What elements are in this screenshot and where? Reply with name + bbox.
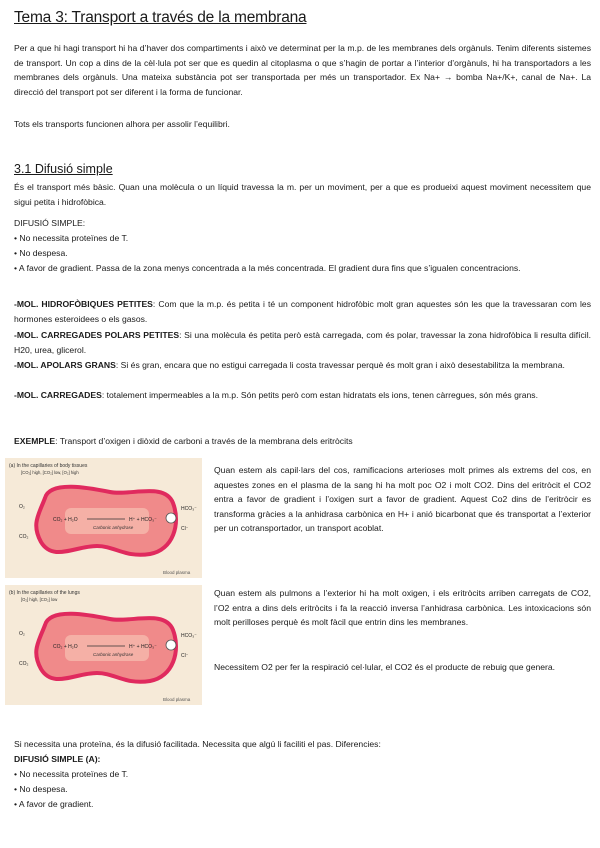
enzyme-label: Carbonic anhydrase <box>93 652 134 657</box>
example-text: : Transport d’oxigen i diòxid de carboni a través de la membrana dels eritròcits <box>55 436 353 446</box>
molecule-item <box>14 297 591 326</box>
capillaries-paragraph: Quan estem als capil·lars del cos, ramificacions arterioses molt primes als extrems del cos, en aquestes zones en el plasma de la sang hi ha molt poc O2 i molt CO2. Dins del eritròcit el CO2 entra a favor de gradient i l’oxigen surt a favor de gradient. Aquest Co2 dins de l’eritròcir es transforma gràcies a la anhidrasa carbònica en H+ i anió bicarbonat que és transportat a l’exterior per un cotransportador, un transport acoblat. <box>214 465 591 534</box>
molecule-text: : Si és gran, encara que no estigui carregada li costa travessar perquè és molt gran i això desestabilitza la membrana. <box>115 360 565 370</box>
molecule-item <box>14 388 591 403</box>
figure-caption: Blood plasma <box>163 570 191 575</box>
molecule-item <box>14 358 591 373</box>
erythrocyte-diagram-a <box>5 458 202 578</box>
figure-panel-label: (a) In the capillaries of body tissues <box>9 463 88 469</box>
molecule-label: -MOL. APOLARS GRANS <box>14 360 116 370</box>
bicarbonate-label: HCO₃⁻ <box>181 633 197 639</box>
intro-paragraph: Per a que hi hagi transport hi ha d’haver dos compartiments i això ve determinat per la m.p. de les membranes dels orgànuls. Tenim diferents sistemes de transport. Un cop a dins de la cèl·lula pot ser que es quedin al citoplasma o que s’hagin de portar a l’interior d’orgànuls, hi ha transportadors a les membranes dels orgànuls. Una mateixa substància pot ser transportada per més un transportador. Ex Na+ → bomba Na+/K+, canal de Na+. La direcció del transport pot ser diferent i la forma de funcionar. <box>14 43 591 97</box>
page-title: Tema 3: Transport a través de la membrana <box>14 9 307 26</box>
cotransporter-icon <box>166 513 176 523</box>
bicarbonate-label: HCO₃⁻ <box>181 506 197 512</box>
figure-tissue-capillaries <box>5 458 202 578</box>
molecule-item <box>14 328 591 357</box>
o2-label: O₂ <box>19 631 25 637</box>
list-item: • A favor de gradient. <box>14 799 94 809</box>
molecule-text: : Com que la m.p. és petita i té un component hidrofòbic molt gran aquestes són les que la travessaran com les hormones esteroidees o els gasos. <box>14 299 591 324</box>
molecule-text: : Si una molècula és petita però està carregada, com és polar, travessar la zona hidrofòbica li resulta difícil. H20, urea, glicerol. <box>14 330 592 355</box>
enzyme-label: Carbonic anhydrase <box>93 525 134 530</box>
equilibrium-note: Tots els transports funcionen alhora per assolir l’equilibri. <box>14 119 230 129</box>
reaction-left: CO₂ + H₂O <box>53 517 78 523</box>
figure-panel-label: (b) In the capillaries of the lungs <box>9 590 80 596</box>
molecule-text: : totalement impermeables a la m.p. Són petits però com estan hidratats els ions, tenen càrregues, són més grans. <box>101 390 538 400</box>
chloride-label: Cl⁻ <box>181 526 189 532</box>
o2-label: O₂ <box>19 504 25 510</box>
cotransporter-icon <box>166 640 176 650</box>
facilitated-intro: Si necessita una proteïna, és la difusió facilitada. Necessita que algú li faciliti el pas. Diferencies: <box>14 739 381 749</box>
reaction-right: H⁺ + HCO₃⁻ <box>129 517 157 523</box>
list-item: • No despesa. <box>14 248 68 258</box>
figure-lung-capillaries <box>5 585 202 705</box>
list-item: • No necessita proteïnes de T. <box>14 233 129 243</box>
respiration-paragraph: Necessitem O2 per fer la respiració cel·lular, el CO2 és el producte de rebuig que genera. <box>214 662 556 672</box>
diff-title: DIFUSIÓ SIMPLE (A): <box>14 754 101 764</box>
erythrocyte-diagram-b <box>5 585 202 705</box>
figure-caption: Blood plasma <box>163 697 191 702</box>
list-item: • No despesa. <box>14 784 68 794</box>
list-item: • A favor de gradient. Passa de la zona menys concentrada a la més concentrada. El gradient dura fins que s’igualen concentracions. <box>14 263 521 273</box>
molecule-label: -MOL. HIDROFÒBIQUES PETITES <box>14 299 153 309</box>
example-label: EXEMPLE <box>14 436 56 446</box>
co2-label: CO₂ <box>19 661 29 667</box>
reaction-left: CO₂ + H₂O <box>53 644 78 650</box>
list-item: • No necessita proteïnes de T. <box>14 769 129 779</box>
lungs-paragraph: Quan estem als pulmons a l’exterior hi ha molt oxigen, i els eritròcits arriben carregats de CO2, l’O2 entra a dins dels eritròcits i fa la reacció inversa l’anhidrasa carbònica. Les intoxicacions són molt perilloses perquè és molt fàcil que entrin dins les membranes. <box>214 588 591 628</box>
co2-label: CO₂ <box>19 534 29 540</box>
list-title: DIFUSIÓ SIMPLE: <box>14 218 86 228</box>
molecule-label: -MOL. CARREGADES <box>14 390 102 400</box>
molecule-label: -MOL. CARREGADES POLARS PETITES <box>14 330 180 340</box>
chloride-label: Cl⁻ <box>181 653 189 659</box>
figure-sub-label: [O₂] high, [CO₂] low <box>21 597 58 602</box>
example-line <box>14 434 591 449</box>
figure-sub-label: [CO₂] high, [CO₂] low, [O₂] high <box>21 470 79 475</box>
reaction-right: H⁺ + HCO₃⁻ <box>129 644 157 650</box>
section-intro: És el transport més bàsic. Quan una molècula o un líquid travessa la m. per un moviment, per a que es produeixi aquest moviment necessitem que sigui petita i hidrofòbica. <box>14 182 591 207</box>
section-heading: 3.1 Difusió simple <box>14 162 113 176</box>
